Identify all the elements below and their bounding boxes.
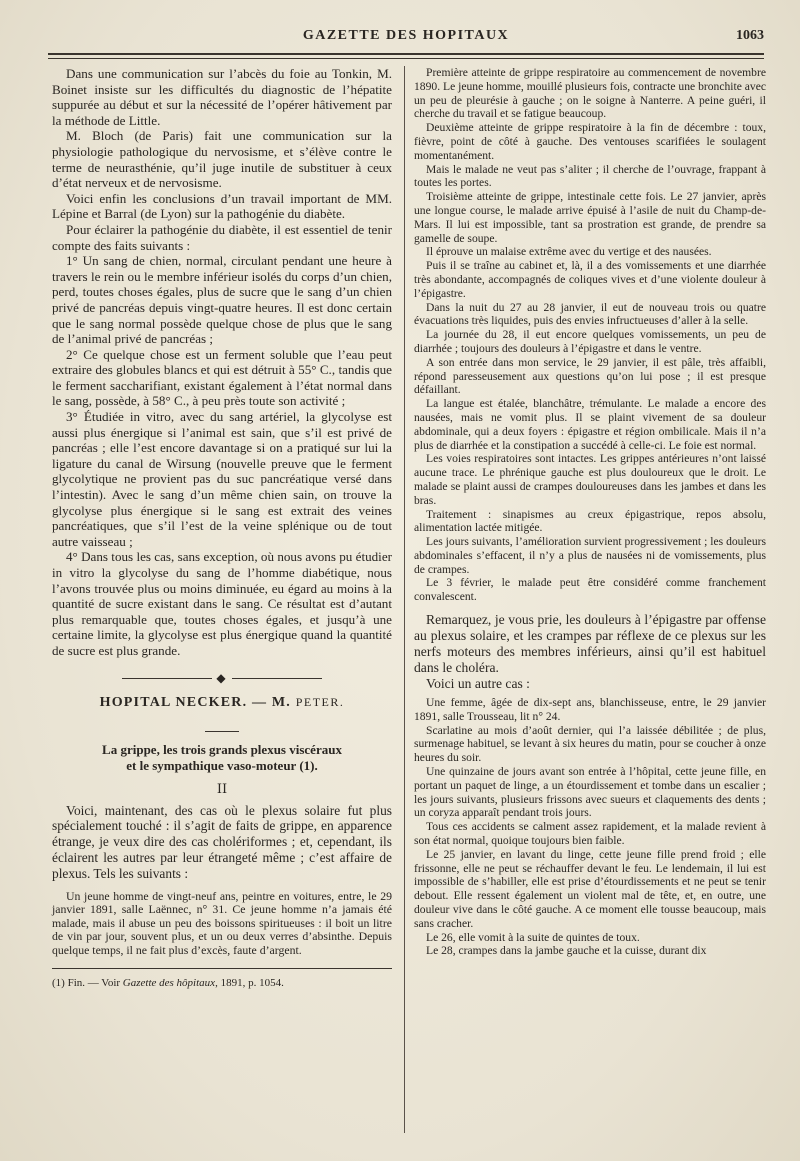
paragraph: Pour éclairer la pathogénie du diabète, il est essentiel de tenir compte des faits suivants :	[52, 221, 392, 253]
page-number: 1063	[736, 28, 764, 43]
header-rule	[48, 53, 764, 55]
paragraph: Dans une communication sur l’abcès du foie au Tonkin, M. Boinet insiste sur les difficultés du diagnostic de l’hépatite suppurée au début et sur la nécessité de l’opérer hâtivement par la méthode de Little.	[52, 66, 392, 128]
footnote-prefix: (1) Fin. — Voir	[52, 976, 121, 989]
paragraph: M. Bloch (de Paris) fait une communication sur la physiologie pathologique du nervosisme, et s’élève contre le terme de neurasthénie, qu’il juge inutile de substituer à ceux d’état nerveux et de nervosisme.	[52, 128, 392, 191]
paragraph: 4° Dans tous les cas, sans exception, où nous avons pu étudier in vitro la glycolyse du sang de l’homme diabétique, nous l’avons trouvée plus ou moins diminuée, eu égard au moins à la quantité de sucre existant dans le sang. Ce résultat est d’autant plus remarquable que, toutes choses égales, et jusqu’à une certaine limite, la glycolyse est plus énergique quand la quantité de sucre est plus grande.	[52, 549, 392, 658]
article-title-line: La grippe, les trois grands plexus viscéraux	[102, 741, 342, 757]
paragraph: Voici enfin les conclusions d’un travail important de MM. Lépine et Barral (de Lyon) sur la pathogénie du diabète.	[52, 190, 392, 222]
paragraph: La journée du 28, il eut encore quelques vomissements, un peu de diarrhée ; toujours des douleurs à l’épigastre et dans le ventre.	[414, 328, 766, 355]
paragraph: Tous ces accidents se calment assez rapidement, et la malade revient à son état normal, quoique toujours bien faible.	[414, 820, 766, 848]
paragraph: Mais le malade ne veut pas s’aliter ; il cherche de l’ouvrage, frappant à toutes les portes.	[414, 162, 766, 190]
paragraph: La langue est étalée, blanchâtre, trémulante. Le malade a encore des nausées, mais ne vomit plus. Il se plaint vivement de sa douleur abdominale, qui a deux foyers : épigastre et région ombilicale. Mais il n’a plus de diarrhée et la constipation a succédé à celle-ci. Le foie est normal.	[414, 397, 766, 452]
paragraph: Le 26, elle vomit à la suite de quintes de toux.	[426, 930, 640, 944]
paragraph: Le 3 février, le malade peut être considéré comme franchement convalescent.	[414, 576, 766, 604]
section-author: PETER.	[295, 694, 345, 709]
paragraph: Une quinzaine de jours avant son entrée à l’hôpital, cette jeune fille, en portant un paquet de linge, a un étourdissement et tombe dans un escalier ; les jours suivants, plusieurs frissons avec sueurs et claquements des dents ; un coryza apparaît pendant trois jours.	[414, 765, 766, 820]
paragraph: Les jours suivants, l’amélioration survient progressivement ; les douleurs abdominales s’effacent, il n’y a plus de nausées ni de vomissements, plus de crampes.	[414, 535, 766, 576]
case-paragraph: Un jeune homme de vingt-neuf ans, peintre en voitures, entre, le 29 janvier 1891, salle Laënnec, n° 31. Ce jeune homme n’a jamais été malade, mais il abuse un peu des boissons spiritueuses : il boit un litre de vin par jour, souvent plus, et un ou deux verres d’absinthe. Depuis quelque temps, il ne fait plus d’excès, faute d’argent.	[52, 888, 392, 957]
paragraph: Deuxième atteinte de grippe respiratoire à la fin de décembre : toux, fièvre, point de côté à gauche. Des ventouses scarifiées le soulagent momentanément.	[414, 121, 766, 162]
paragraph: 3° Étudiée in vitro, avec du sang artériel, la glycolyse est aussi plus énergique si l’animal est sain, que s’il est privé de pancréas ; elle l’est encore davantage si on a pratiqué sur lui la ligature du canal de Wirsung (nouvelle preuve que le ferment glycolytique ne provient pas du suc pancréatique versé dans l’intestin). Avec le sang d’un même chien sain, on trouve la glycolyse plus énergique si le sang est extrait des veines pancréatiques, que s’il l’est de la veine splénique ou de tout autre vaisseau ;	[52, 409, 392, 549]
section-ornament: ◆	[52, 671, 392, 685]
section-heading	[52, 695, 392, 711]
article-title-line: et le sympathique vaso-moteur (1).	[126, 757, 318, 773]
footnote-rule	[52, 968, 392, 969]
part-number: II	[216, 781, 228, 797]
intro-paragraph: Voici, maintenant, des cas où le plexus solaire fut plus spécialement touché : il s’agit de faits de grippe, en apparence étrange, je veux dire des cas cholériformes ; et, cependant, ils éclairent les autres par leur étrangeté même ; c’est affaire de plexus. Tels les suivants :	[52, 802, 392, 881]
right-column	[414, 66, 766, 958]
heading-dash	[52, 717, 392, 736]
footnote-suffix: , 1891, p. 1054.	[215, 976, 284, 989]
section-title: HOPITAL NECKER. — M.	[99, 694, 291, 710]
paragraph: Il éprouve un malaise extrême avec du vertige et des nausées.	[426, 245, 712, 259]
header-rule-thin	[48, 58, 764, 59]
paragraph: Scarlatine au mois d’août dernier, qui l’a laissée débilitée ; de plus, surmenage habituel, se levant à six heures du matin, pour se coucher à onze heures du soir.	[414, 723, 766, 765]
another-case-line: Voici un autre cas :	[426, 676, 530, 692]
page-header	[48, 28, 764, 52]
left-column	[52, 66, 392, 990]
paragraph: Dans la nuit du 27 au 28 janvier, il eut de nouveau trois ou quatre évacuations très liquides, puis des envies infructueuses d’aller à la selle.	[414, 300, 766, 328]
paragraph: Le 25 janvier, en lavant du linge, cette jeune fille prend froid ; elle frissonne, elle ne peut se réchauffer devant le feu. Le lendemain, il lui est impossible de s’habiller, elle est prise d’étourdissements et ne peut se tenir debout. Elle ressent également un violent mal de tête, et, en outre, une douleur vive dans le côté gauche. A ce moment elle tousse beaucoup, mais sans cracher.	[414, 847, 766, 930]
paragraph: 2° Ce quelque chose est un ferment soluble que l’eau peut extraire des globules blancs et qui est détruit à 55° C., tandis que le ferment saccharifiant, existant également à l’état normal dans le sang, possède, à 58° C., à peu près toute son activité ;	[52, 346, 392, 409]
article-title	[52, 742, 392, 774]
paragraph: Une femme, âgée de dix-sept ans, blanchisseuse, entre, le 29 janvier 1891, salle Trousseau, lit n° 24.	[414, 696, 766, 723]
footnote	[52, 977, 392, 990]
paragraph: Première atteinte de grippe respiratoire au commencement de novembre 1890. Le jeune homme, mouillé plusieurs fois, contracte une bronchite avec un peu de pleurésie à gauche ; on le soigne à Nanterre. A peine guéri, il cherche du travail et se fatigue beaucoup.	[414, 66, 766, 121]
paragraph: Traitement : sinapismes au creux épigastrique, repos absolu, alimentation lactée mitigée.	[414, 507, 766, 535]
running-title: GAZETTE DES HOPITAUX	[302, 28, 510, 43]
footnote-source: Gazette des hôpitaux	[122, 976, 216, 989]
paragraph: 1° Un sang de chien, normal, circulant pendant une heure à travers le rein ou le membre inférieur isolés du corps d’un chien, perd, toutes choses égales, plus de sucre que le sang d’un chien privé de pancréas depuis vingt-quatre heures. Il est donc certain que le sang normal possède quelque chose de plus que le sang de l’animal privé de pancréas ;	[52, 253, 392, 347]
paragraph: Les voies respiratoires sont intactes. Les grippes antérieures n’ont laissé aucune trace. Le phrénique gauche est plus douloureux que le droit. Le malade se plaint aussi de crampes douloureuses dans les jambes et dans les bras.	[414, 452, 766, 507]
column-divider	[404, 66, 405, 1133]
paragraph: Le 28, crampes dans la jambe gauche et la cuisse, durant dix	[426, 944, 707, 958]
paragraph: Puis il se traîne au cabinet et, là, il a des vomissements et une diarrhée très abondante, accompagnés de coliques vives et d’une violente douleur à l’épigastre.	[414, 259, 766, 300]
paragraph: A son entrée dans mon service, le 29 janvier, il est pâle, très affaibli, répond paresseusement aux questions qu’on lui pose ; il est presque défaillant.	[414, 355, 766, 397]
paragraph: Troisième atteinte de grippe, intestinale cette fois. Le 27 janvier, après une longue course, le malade arrive épuisé à l’asile de nuit du Champ-de-Mars. Il lui est impossible, tant sa prostration est grande, de prendre sa gamelle de soupe.	[414, 190, 766, 245]
emphasis-paragraph: Remarquez, je vous prie, les douleurs à l’épigastre par offense au plexus solaire, et les crampes par réflexe de ce plexus sur les nerfs moteurs des membres inférieurs, ainsi qu’il est habituel dans le choléra.	[414, 612, 766, 676]
